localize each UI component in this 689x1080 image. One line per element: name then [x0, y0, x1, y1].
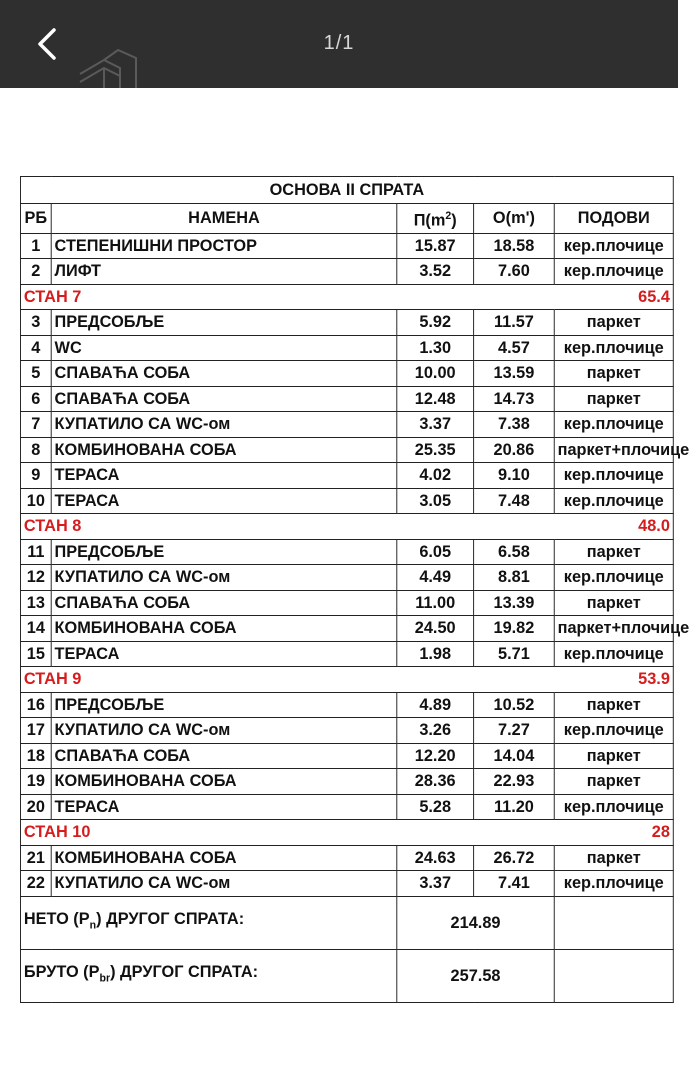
room-area: 5.92	[397, 310, 474, 336]
room-area: 4.49	[397, 565, 474, 591]
row-number: 8	[20, 437, 51, 463]
room-perimeter: 7.38	[474, 412, 555, 438]
room-name: ПРЕДСОБЉЕ	[51, 310, 397, 336]
room-perimeter: 19.82	[474, 616, 555, 642]
room-area: 24.50	[397, 616, 474, 642]
total-value: 257.58	[397, 949, 554, 1002]
room-perimeter: 13.39	[474, 590, 555, 616]
apartment-header-row	[20, 284, 673, 310]
room-floor: паркет	[554, 590, 673, 616]
total-value: 214.89	[397, 896, 554, 949]
row-number: 2	[20, 259, 51, 285]
row-number: 18	[20, 743, 51, 769]
header-area-end: )	[451, 210, 457, 230]
total-label-sub: br	[99, 972, 111, 985]
table-row	[20, 692, 673, 718]
room-floor: кер.плочице	[554, 718, 673, 744]
room-name: КУПАТИЛО СА WC-ом	[51, 718, 397, 744]
room-name: ТЕРАСА	[51, 641, 397, 667]
room-perimeter: 18.58	[474, 233, 555, 259]
room-floor: паркет	[554, 769, 673, 795]
room-name: КОМБИНОВАНА СОБА	[51, 845, 397, 871]
header-name: НАМЕНА	[51, 204, 397, 234]
room-area: 11.00	[397, 590, 474, 616]
row-number: 12	[20, 565, 51, 591]
table-row	[20, 386, 673, 412]
table-row	[20, 259, 673, 285]
table-row	[20, 463, 673, 489]
table-row	[20, 233, 673, 259]
room-name: КОМБИНОВАНА СОБА	[51, 616, 397, 642]
table-row	[20, 539, 673, 565]
apartment-name: СТАН 10	[20, 820, 554, 846]
room-area: 25.35	[397, 437, 474, 463]
apartment-name: СТАН 8	[20, 514, 554, 540]
table-row	[20, 871, 673, 897]
room-floor: паркет	[554, 692, 673, 718]
room-name: КОМБИНОВАНА СОБА	[51, 769, 397, 795]
apartment-area: 65.4	[554, 284, 673, 310]
room-floor: паркет	[554, 539, 673, 565]
room-area: 4.02	[397, 463, 474, 489]
room-name: КУПАТИЛО СА WC-ом	[51, 412, 397, 438]
room-floor: паркет	[554, 845, 673, 871]
row-number: 11	[20, 539, 51, 565]
apartment-name: СТАН 7	[20, 284, 554, 310]
room-floor: кер.плочице	[554, 259, 673, 285]
row-number: 5	[20, 361, 51, 387]
table-row	[20, 794, 673, 820]
room-perimeter: 7.27	[474, 718, 555, 744]
table-row	[20, 718, 673, 744]
room-floor: кер.плочице	[554, 233, 673, 259]
table-row	[20, 361, 673, 387]
row-number: 9	[20, 463, 51, 489]
total-label	[20, 896, 396, 949]
room-floor: кер.плочице	[554, 565, 673, 591]
room-floor: паркет	[554, 310, 673, 336]
room-area: 12.20	[397, 743, 474, 769]
total-label	[20, 949, 396, 1002]
room-name: ТЕРАСА	[51, 488, 397, 514]
room-floor: кер.плочице	[554, 335, 673, 361]
room-floor: кер.плочице	[554, 463, 673, 489]
room-floor: кер.плочице	[554, 488, 673, 514]
apartment-header-row	[20, 514, 673, 540]
room-floor: паркет+плочице	[554, 616, 673, 642]
apartment-header-row	[20, 667, 673, 693]
room-perimeter: 13.59	[474, 361, 555, 387]
row-number: 14	[20, 616, 51, 642]
total-label-pre: НЕТО (P	[23, 909, 90, 929]
row-number: 21	[20, 845, 51, 871]
room-area: 3.37	[397, 871, 474, 897]
room-perimeter: 6.58	[474, 539, 555, 565]
room-area: 6.05	[397, 539, 474, 565]
table-row	[20, 616, 673, 642]
document-image	[0, 88, 689, 1080]
room-name: КУПАТИЛО СА WC-ом	[51, 565, 397, 591]
table-row	[20, 845, 673, 871]
row-number: 17	[20, 718, 51, 744]
row-number: 15	[20, 641, 51, 667]
apartment-name: СТАН 9	[20, 667, 554, 693]
apartment-area: 48.0	[554, 514, 673, 540]
table-row	[20, 565, 673, 591]
room-name: ЛИФТ	[51, 259, 397, 285]
row-number: 7	[20, 412, 51, 438]
room-name: КУПАТИЛО СА WC-ом	[51, 871, 397, 897]
room-name: СТЕПЕНИШНИ ПРОСТОР	[51, 233, 397, 259]
apartment-area: 28	[554, 820, 673, 846]
room-floor: кер.плочице	[554, 871, 673, 897]
row-number: 20	[20, 794, 51, 820]
table-row	[20, 488, 673, 514]
total-empty-cell	[554, 896, 673, 949]
room-perimeter: 5.71	[474, 641, 555, 667]
row-number: 19	[20, 769, 51, 795]
room-floor: паркет+плочице	[554, 437, 673, 463]
room-floor: кер.плочице	[554, 641, 673, 667]
room-area: 1.30	[397, 335, 474, 361]
room-area: 3.37	[397, 412, 474, 438]
room-floor: паркет	[554, 743, 673, 769]
room-perimeter: 7.48	[474, 488, 555, 514]
room-area: 3.52	[397, 259, 474, 285]
table-row	[20, 769, 673, 795]
row-number: 16	[20, 692, 51, 718]
room-perimeter: 10.52	[474, 692, 555, 718]
room-name: ТЕРАСА	[51, 794, 397, 820]
row-number: 6	[20, 386, 51, 412]
room-perimeter: 7.41	[474, 871, 555, 897]
room-area: 5.28	[397, 794, 474, 820]
row-number: 13	[20, 590, 51, 616]
table-row	[20, 743, 673, 769]
header-rb: РБ	[20, 204, 51, 234]
room-floor: паркет	[554, 386, 673, 412]
apartment-header-row	[20, 820, 673, 846]
room-area: 1.98	[397, 641, 474, 667]
room-name: КОМБИНОВАНА СОБА	[51, 437, 397, 463]
room-area: 12.48	[397, 386, 474, 412]
room-area: 15.87	[397, 233, 474, 259]
room-name: СПАВАЋА СОБА	[51, 386, 397, 412]
room-name: СПАВАЋА СОБА	[51, 590, 397, 616]
floor-plan-body	[20, 177, 689, 1003]
room-area: 3.26	[397, 718, 474, 744]
table-row	[20, 412, 673, 438]
total-label-post: ) ДРУГОГ СПРАТА:	[96, 909, 245, 929]
table-title: ОСНОВА II СПРАТА	[20, 177, 673, 204]
row-number: 3	[20, 310, 51, 336]
row-number: 1	[20, 233, 51, 259]
room-perimeter: 14.04	[474, 743, 555, 769]
room-perimeter: 11.57	[474, 310, 555, 336]
header-area-text: П(m	[413, 210, 446, 230]
total-row	[20, 896, 673, 949]
total-row	[20, 949, 673, 1002]
room-area: 4.89	[397, 692, 474, 718]
room-area: 24.63	[397, 845, 474, 871]
room-perimeter: 22.93	[474, 769, 555, 795]
room-perimeter: 7.60	[474, 259, 555, 285]
room-perimeter: 14.73	[474, 386, 555, 412]
total-empty-cell	[554, 949, 673, 1002]
row-number: 10	[20, 488, 51, 514]
page-counter: 1/1	[323, 32, 355, 54]
table-row	[20, 335, 673, 361]
room-perimeter: 26.72	[474, 845, 555, 871]
room-floor: паркет	[554, 361, 673, 387]
apartment-area: 53.9	[554, 667, 673, 693]
room-name: СПАВАЋА СОБА	[51, 361, 397, 387]
header-floor: ПОДОВИ	[554, 204, 673, 234]
room-name: ПРЕДСОБЉЕ	[51, 539, 397, 565]
total-label-post: ) ДРУГОГ СПРАТА:	[110, 962, 259, 982]
table-row	[20, 641, 673, 667]
room-perimeter: 4.57	[474, 335, 555, 361]
row-number: 4	[20, 335, 51, 361]
room-perimeter: 11.20	[474, 794, 555, 820]
header-perimeter: О(m')	[474, 204, 555, 234]
table-row	[20, 310, 673, 336]
room-floor: кер.плочице	[554, 794, 673, 820]
room-area: 28.36	[397, 769, 474, 795]
room-floor: кер.плочице	[554, 412, 673, 438]
room-perimeter: 9.10	[474, 463, 555, 489]
room-area: 10.00	[397, 361, 474, 387]
viewer-top-bar	[0, 0, 678, 88]
room-area: 3.05	[397, 488, 474, 514]
row-number: 22	[20, 871, 51, 897]
room-name: СПАВАЋА СОБА	[51, 743, 397, 769]
room-name: ТЕРАСА	[51, 463, 397, 489]
room-name: WC	[51, 335, 397, 361]
table-row	[20, 437, 673, 463]
room-perimeter: 8.81	[474, 565, 555, 591]
table-title-row	[20, 177, 673, 204]
header-area	[397, 204, 474, 234]
total-label-pre: БРУТО (P	[23, 962, 100, 982]
table-header-row	[20, 204, 673, 234]
room-name: ПРЕДСОБЉЕ	[51, 692, 397, 718]
total-label-sub: n	[89, 919, 97, 932]
header-area-sup: 2	[445, 210, 452, 222]
room-perimeter: 20.86	[474, 437, 555, 463]
floor-plan-table	[20, 176, 689, 1003]
table-row	[20, 590, 673, 616]
